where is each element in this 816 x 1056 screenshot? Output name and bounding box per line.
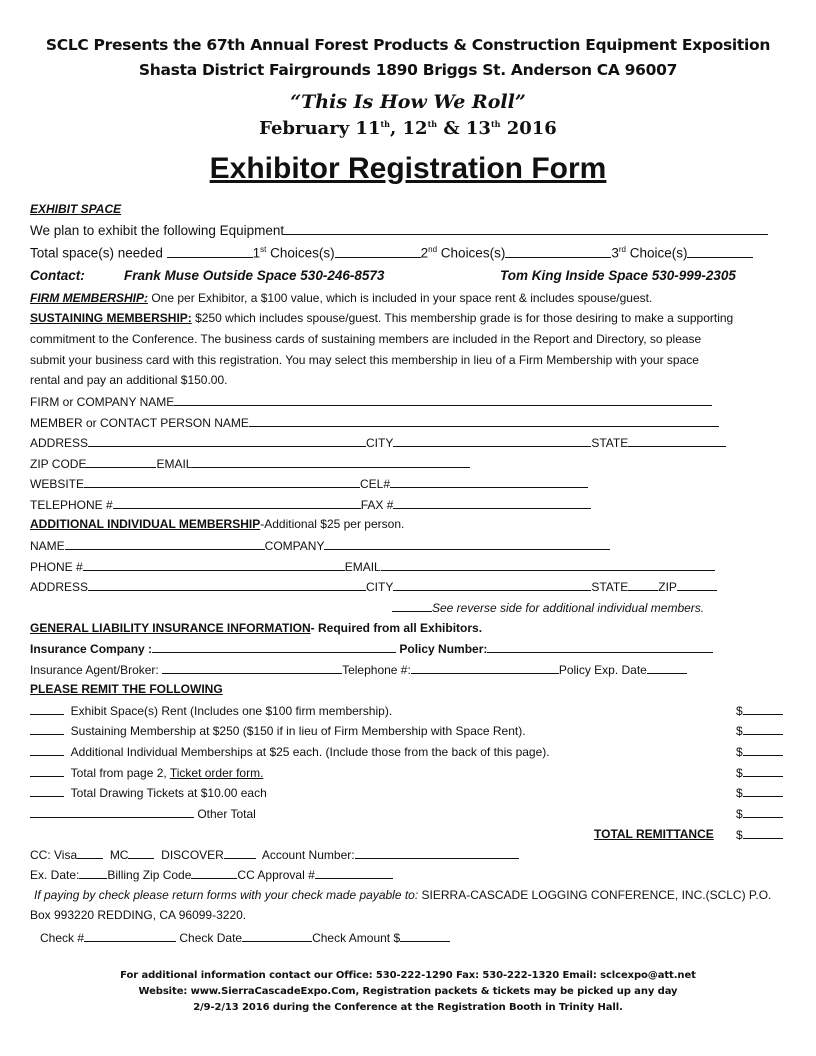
firm-name-row: FIRM or COMPANY NAME — [30, 394, 712, 409]
remit-amount: $ — [736, 744, 783, 759]
remit-heading: PLEASE REMIT THE FOLLOWING — [30, 682, 223, 696]
choice1-input[interactable] — [335, 246, 421, 258]
remit-amount-input[interactable] — [743, 723, 783, 735]
cc-approval-input[interactable] — [315, 867, 393, 879]
insurance-company-input[interactable] — [152, 641, 396, 653]
address-row: ADDRESS CITY STATE — [30, 435, 726, 450]
additional-name-input[interactable] — [65, 538, 265, 550]
website-cel-row: WEBSITE CEL# — [30, 476, 588, 491]
remit-amount: $ — [736, 765, 783, 780]
additional-membership-heading: ADDITIONAL INDIVIDUAL MEMBERSHIP-Additional $25 per person. — [30, 517, 405, 531]
zip-input[interactable] — [86, 456, 156, 468]
additional-address-row: ADDRESS CITY STATE ZIP — [30, 579, 717, 594]
additional-address-input[interactable] — [88, 579, 366, 591]
visa-input[interactable] — [77, 847, 103, 859]
state-input[interactable] — [628, 435, 726, 447]
city-input[interactable] — [393, 435, 591, 447]
discover-input[interactable] — [224, 847, 256, 859]
remit-check-input[interactable] — [30, 723, 64, 735]
billing-zip-input[interactable] — [191, 867, 237, 879]
member-name-row: MEMBER or CONTACT PERSON NAME — [30, 415, 719, 430]
name-company-row: NAME COMPANY — [30, 538, 610, 553]
additional-city-input[interactable] — [393, 579, 591, 591]
check-instructions-line1: If paying by check please return forms with your check made payable to: SIERRA-CASCADE LOGGING CONFERENCE, INC.(SCLC) P.O. — [34, 888, 772, 902]
event-title-line: SCLC Presents the 67th Annual Forest Products & Construction Equipment Exposition — [45, 36, 771, 54]
contact-outside: Frank Muse Outside Space 530-246-8573 — [124, 268, 385, 283]
equipment-input[interactable] — [284, 223, 768, 235]
remit-amount: $ — [736, 703, 783, 718]
choice2-input[interactable] — [505, 246, 611, 258]
event-theme: “This Is How We Roll” — [290, 91, 526, 113]
total-remittance-amount: $ — [736, 827, 783, 842]
cel-input[interactable] — [390, 476, 588, 488]
footer-contact: For additional information contact our Office: 530-222-1290 Fax: 530-222-1320 Email: sclcexpo@att.net — [120, 970, 696, 981]
contact-label: Contact: — [30, 268, 85, 283]
firm-name-input[interactable] — [174, 394, 712, 406]
reverse-side-row: See reverse side for additional individual members. — [392, 600, 704, 615]
footer-website: Website: www.SierraCascadeExpo.Com, Registration packets & tickets may be picked up any day — [138, 986, 678, 997]
fax-input[interactable] — [393, 497, 591, 509]
check-number-input[interactable] — [84, 930, 176, 942]
expiry-row: Ex. Date: Billing Zip Code CC Approval # — [30, 867, 393, 882]
footer-pickup: 2/9-2/13 2016 during the Conference at the Registration Booth in Trinity Hall. — [193, 1002, 623, 1013]
remit-check-input[interactable] — [30, 744, 64, 756]
remit-amount-input[interactable] — [743, 806, 783, 818]
remit-amount-input[interactable] — [743, 703, 783, 715]
insurance-company-row: Insurance Company : Policy Number: — [30, 641, 713, 656]
other-total-input[interactable] — [30, 806, 194, 818]
check-instructions-line2: Box 993220 REDDING, CA 96099-3220. — [30, 908, 247, 922]
total-remittance-label: TOTAL REMITTANCE — [594, 827, 714, 841]
contact-inside: Tom King Inside Space 530-999-2305 — [500, 268, 736, 283]
remit-item: Sustaining Membership at $250 ($150 if in lieu of Firm Membership with Space Rent). — [30, 723, 526, 738]
remit-item: Exhibit Space(s) Rent (Includes one $100 firm membership). — [30, 703, 392, 718]
sustaining-membership-line3: submit your business card with this registration. You may select this membership in lieu of a Firm Membership with your space — [30, 353, 699, 367]
remit-item: Additional Individual Memberships at $25 each. (Include those from the back of this page). — [30, 744, 550, 759]
agent-telephone-input[interactable] — [411, 662, 559, 674]
exp-date-input[interactable] — [79, 867, 107, 879]
exhibit-space-heading: EXHIBIT SPACE — [30, 202, 122, 216]
policy-exp-input[interactable] — [647, 662, 687, 674]
mc-input[interactable] — [128, 847, 154, 859]
remit-check-input[interactable] — [30, 703, 64, 715]
credit-card-row: CC: Visa MC DISCOVER Account Number: — [30, 847, 519, 862]
policy-number-input[interactable] — [487, 641, 713, 653]
remit-amount: $ — [736, 806, 783, 821]
remit-amount-input[interactable] — [743, 785, 783, 797]
agent-input[interactable] — [162, 662, 342, 674]
member-name-input[interactable] — [249, 415, 719, 427]
choice3-input[interactable] — [687, 246, 753, 258]
remit-item: Total Drawing Tickets at $10.00 each — [30, 785, 267, 800]
email-input[interactable] — [192, 456, 470, 468]
remit-amount-input[interactable] — [743, 765, 783, 777]
telephone-input[interactable] — [113, 497, 361, 509]
website-input[interactable] — [84, 476, 360, 488]
event-dates: February 11th, 12th & 13th 2016 — [259, 118, 557, 139]
remit-amount-input[interactable] — [743, 744, 783, 756]
additional-company-input[interactable] — [324, 538, 610, 550]
sustaining-membership-line4: rental and pay an additional $150.00. — [30, 373, 228, 387]
account-number-input[interactable] — [355, 847, 519, 859]
remit-amount: $ — [736, 785, 783, 800]
insurance-heading: GENERAL LIABILITY INSURANCE INFORMATION- Required from all Exhibitors. — [30, 621, 483, 635]
zip-email-row: ZIP CODE EMAIL — [30, 456, 470, 471]
space-needed-input[interactable] — [167, 246, 253, 258]
page-title: Exhibitor Registration Form — [209, 152, 607, 185]
additional-email-input[interactable] — [381, 559, 715, 571]
total-remittance-input[interactable] — [743, 827, 783, 839]
remit-amount: $ — [736, 723, 783, 738]
check-row: Check # Check Date Check Amount $ — [40, 930, 450, 945]
check-date-input[interactable] — [242, 930, 312, 942]
sustaining-membership-line1: SUSTAINING MEMBERSHIP: $250 which includes spouse/guest. This membership grade is for those desiring to make a supporting — [30, 311, 734, 325]
remit-item: Other Total — [30, 806, 256, 821]
additional-state-input[interactable] — [628, 579, 658, 591]
telephone-fax-row: TELEPHONE # FAX # — [30, 497, 591, 512]
additional-phone-input[interactable] — [83, 559, 345, 571]
additional-zip-input[interactable] — [677, 579, 717, 591]
space-choices-row: Total space(s) needed 1st Choices(s) 2nd Choices(s) 3rd Choice(s) — [30, 245, 753, 261]
ticket-order-link[interactable]: Ticket order form. — [169, 766, 264, 780]
remit-check-input[interactable] — [30, 785, 64, 797]
venue-line: Shasta District Fairgrounds 1890 Briggs St. Anderson CA 96007 — [138, 61, 678, 79]
remit-item: Total from page 2, Ticket order form. — [30, 765, 263, 780]
equipment-row: We plan to exhibit the following Equipment — [30, 223, 768, 238]
reverse-count-input[interactable] — [392, 600, 432, 612]
firm-membership-text: FIRM MEMBERSHIP: One per Exhibitor, a $100 value, which is included in your space rent & includes spouse/guest. — [30, 291, 653, 305]
address-input[interactable] — [88, 435, 366, 447]
agent-row: Insurance Agent/Broker: Telephone #: Policy Exp. Date — [30, 662, 687, 677]
phone-email-row: PHONE # EMAIL — [30, 559, 715, 574]
check-amount-input[interactable] — [400, 930, 450, 942]
remit-check-input[interactable] — [30, 765, 64, 777]
sustaining-membership-line2: commitment to the Conference. The business cards of sustaining members are included in the Report and Directory, so please — [30, 332, 702, 346]
